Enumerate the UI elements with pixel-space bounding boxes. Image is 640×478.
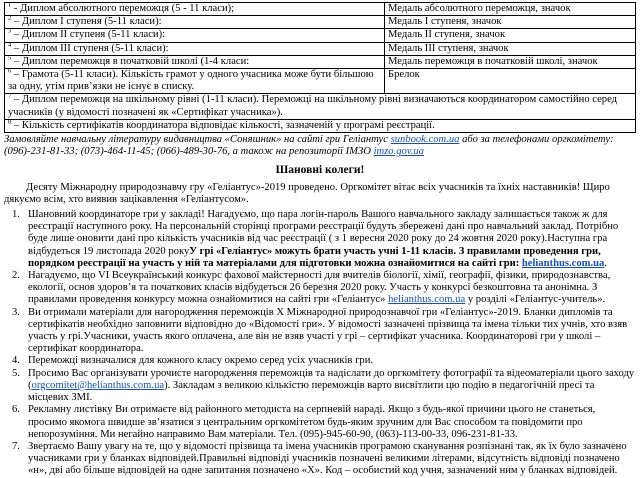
award-prize-cell: Брелок [385,69,636,94]
award-note-text: – Диплом переможця на шкільному рівні (1-11 класи). Переможці на шкільному рівні визначаються координатором самостійно серед учасників (у відомості позначені як «Сертифікат учасника»). [8,94,618,118]
award-prize-cell: Медаль переможця в початковій школі, значок [385,55,636,68]
award-note-text: – Кількість сертифікатів координатора відповідає кількості, зазначеній у програмі реєстрації. [11,119,435,131]
award-row [5,42,636,55]
award-prize-cell: Медаль абсолютного переможця, значок [385,3,636,16]
list-item-text: Нагадуємо, що VI Всеукраїнський конкурс фахової майстерності для вчителів біології, хімії, географії, фізики, природознавства, екології, основ здоров’я та початкових класів відбудеться 26 березня 2020 року. Участь у конкурсі безкоштовна та анонімна. З правилами проведення конкурсу можна ознайомитися на сайті гри «Геліантус» [28,270,611,306]
list-item [4,441,636,478]
list-item [4,355,636,367]
award-row [5,3,636,16]
list-item-number: 7. [12,440,20,452]
list-item-number: 1. [12,209,20,221]
award-note-cell [5,94,636,119]
award-prize-cell: Медаль І ступеня, значок [385,16,636,29]
award-footnote-marker: 7 [8,92,12,100]
list-item [4,404,636,441]
note-text-1: Замовляйте навчальну літературу видавництва «Соняшник» на сайті гри Геліантус [4,134,391,146]
list-item-trailing-text: ). Закладам з великою кількістю переможців варто висвітлити цю подію в педагогічній пресі та місцевих ЗМІ. [28,379,595,404]
awards-table [4,2,636,133]
award-row-full [5,119,636,132]
list-item [4,368,636,405]
list-item-number: 4. [12,355,20,367]
award-row [5,55,636,68]
list-item-number: 3. [12,306,20,318]
list-item-text: Ви отримали матеріали для нагородження переможців X Міжнародної природознавчої гри «Геліантус»-2019. Бланки дипломів та сертифікатів необхідно заповнити відповідно до «Відомості гри». У відомості зазначені прізвища та імена тільки тих учнів, хто взяв участь у грі.Учасники, участь якого оплачена, але він не взяв участі у грі – сертифікат учасника. Координаторові гри у школі – сертифікат координатора. [28,306,628,355]
list-item-number: 2. [12,270,20,282]
award-diploma-cell [5,69,385,94]
award-diploma-text: – Диплом переможця в початковій школі (1-4 класи: [11,55,250,67]
award-diploma-cell [5,42,385,55]
list-item-link[interactable]: helianthus.com.ua [388,294,466,306]
publisher-note [4,134,636,158]
list-item-text: Звертаємо Вашу увагу на те, що у відомості прізвища та імена учасників програмою сканування розпізнані так, як їх було зазначено учасниками гри у бланках відповідей.Правильні відповіді учасників позначені великими літерами, відсутність відповіді позначено «н», дві або більше відповідей на одне запитання позначено «Х». Код – особистий код учня, зазначений ним у бланках відповідей. [28,440,627,477]
award-footnote-marker: 2 [8,14,12,22]
imzo-link[interactable]: imzo.gov.ua [373,146,424,158]
list-item [4,270,636,307]
award-footnote-marker: 4 [8,41,12,49]
list-item-text: Рекламну листівку Ви отримаєте від районного методиста на серпневій нараді. Якщо з будь-якої причини цього не станеться, просимо якомога швидше зв’язатися з центральним оргкомітетом будь-яким зручним для Вас способом та повідомити про непорозуміння. Ми негайно направимо Вам матеріали. Тел. (095)-945-60-90, (063)-113-00-33, 096-231-81-33. [28,404,596,440]
list-item-trailing-text: у розділі «Геліантус-учитель». [465,294,606,306]
award-footnote-marker: 6 [8,67,12,75]
award-prize-cell: Медаль ІІІ ступеня, значок [385,42,636,55]
award-diploma-cell [5,55,385,68]
award-row [5,29,636,42]
list-item-number: 5. [12,367,20,379]
award-note-cell [5,119,636,132]
list-item-number: 6. [12,404,20,416]
list-item-link[interactable]: helianthus.com.ua [521,257,605,269]
list-item-text: Переможці визначалися для кожного класу окремо серед усіх учасників гри. [28,355,374,367]
note-text-2: або за телефонами оргкомітету: (096)-231-81-33; (073)-464-11-45; (066)-489-30-76, а також на репозиторії ІМЗО [4,134,614,158]
award-diploma-cell [5,16,385,29]
award-row-full [5,94,636,119]
award-footnote-marker: 8 [8,118,12,126]
award-row [5,69,636,94]
greeting-heading: Шановні колеги! [275,164,365,177]
award-diploma-text: – Грамота (5-11 класи). Кількість грамот у одного учасника може бути більшою за одну, утім прив’язки не існує в списку. [8,69,374,93]
award-footnote-marker: 3 [8,27,12,35]
award-diploma-text: – Диплом ІІ ступеня (5-11 класи): [11,29,166,41]
list-item [4,307,636,356]
award-footnote-marker: 1 [8,1,12,9]
award-prize-cell: Медаль ІІ ступеня, значок [385,29,636,42]
award-diploma-text: – Диплом ІІІ ступеня (5-11 класи): [11,42,169,54]
intro-paragraph: Десяту Міжнародну природознавчу гру «Геліантус»-2019 проведено. Оргкомітет вітає всіх учасників та їхніх наставників! Щиро дякуємо всім, хто виявив зацікавлення «Геліантусом». [4,181,610,205]
list-item [4,209,636,270]
list-item-text: Просимо Вас організувати урочисте нагородження переможців та надіслати до оргкомітету фотографії та відеоматеріали цього заходу ( [28,367,635,391]
list-item-link[interactable]: orgcomitet@helianthus.com.ua [31,379,165,391]
award-diploma-text: - Диплом абсолютного переможця (5 - 11 класи); [11,3,235,14]
award-diploma-cell [5,3,385,16]
list-item-trailing-text: . [604,257,607,269]
award-diploma-text: – Диплом І ступеня (5-11 класи): [11,16,162,28]
list-item-bold-text: У грі «Геліантус» можуть брати участь учні 1-11 класів. З правилами проведення гри, порядком реєстрації на участь у ній та матеріалами для підготовки можна ознайомитися на сайті гри: [28,245,601,269]
award-row [5,16,636,29]
award-footnote-marker: 5 [8,54,12,62]
list-item-text: Шановний координаторе гри у закладі! Нагадуємо, що пара логін-пароль Вашого навчального закладу залишається також ж для реєстрації наступного року. На персональній сторінці програми реєстрації будуть збережені дані про навчальний заклад. Потрібно буде лише оновити дані про кількість учасників від час реєстрації ( з 1 вересня 2020 року до 24 жовтня 2020 року).Наступна гра відбудеться 19 листопада 2020 року [28,209,619,257]
award-diploma-cell [5,29,385,42]
instructions-list [4,209,636,477]
sunbook-link[interactable]: sunbook.com.ua [390,134,460,146]
